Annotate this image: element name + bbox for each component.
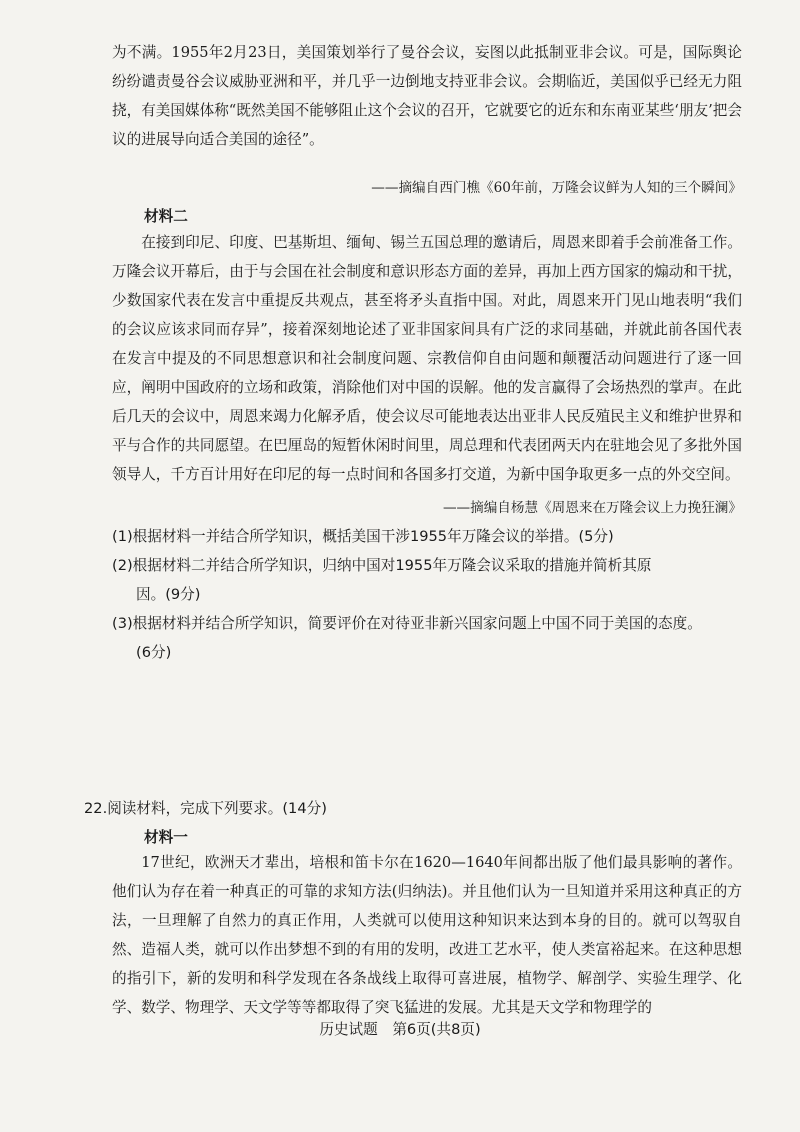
material2-heading: 材料二 — [144, 208, 188, 225]
q22-material1-text: 17世纪，欧洲天才辈出，培根和笛卡尔在1620—1640年间都出版了他们最具影响的著作。他们认为存在着一种真正的可靠的求知方法(归纳法)。并且他们认为一旦知道并采用这种真正的方法，一旦理解了自然力的真正作用，人类就可以使用这种知识来达到本身的目的。就可以驾驭自然、造福人类，就可以作出梦想不到的有用的发明，改进工艺水平，使人类富裕起来。在这种思想的指引下，新的发明和科学发现在各条战线上取得可喜进展，植物学、解剖学、实验生理学、化学、数学、物理学、天文学等等都取得了突飞猛进的发展。尤其是天文学和物理学的 — [112, 854, 742, 1016]
q22-material1-heading: 材料一 — [144, 829, 188, 846]
material1-source: ——摘编自西门樵《60年前，万隆会议鲜为人知的三个瞬间》 — [371, 180, 742, 196]
question-1 — [112, 522, 752, 551]
question-2 — [112, 551, 752, 609]
question-2-text: (2)根据材料二并结合所学知识，归纳中国对1955年万隆会议采取的措施并简析其原 — [112, 557, 652, 574]
material1-continued-text: 为不满。1955年2月23日，美国策划举行了曼谷会议，妄图以此抵制亚非会议。可是，国际舆论纷纷谴责曼谷会议威胁亚洲和平，并几乎一边倒地支持亚非会议。会期临近，美国似乎已经无力阻挠，有美国媒体称“既然美国不能够阻止这个会议的召开，它就要它的近东和东南亚某些‘朋友’把会议的进展导向适合美国的途径”。 — [112, 44, 742, 148]
question-1-text: (1)根据材料一并结合所学知识，概括美国干涉1955年万隆会议的举措。(5分) — [112, 528, 614, 545]
question-22-header: 22.阅读材料，完成下列要求。(14分) — [84, 800, 327, 817]
material2-source: ——摘编自杨慧《周恩来在万隆会议上力挽狂澜》 — [442, 500, 742, 516]
question-3-continued: (6分) — [136, 644, 172, 661]
question-3-text: (3)根据材料并结合所学知识，简要评价在对待亚非新兴国家问题上中国不同于美国的态度。 — [112, 615, 702, 632]
page-footer: 历史试题 第6页(共8页) — [319, 1021, 481, 1038]
material2-text: 在接到印尼、印度、巴基斯坦、缅甸、锡兰五国总理的邀请后，周恩来即着手会前准备工作。万隆会议开幕后，由于与会国在社会制度和意识形态方面的差异，再加上西方国家的煽动和干扰，少数国家代表在发言中重提反共观点，甚至将矛头直指中国。对此，周恩来开门见山地表明“我们的会议应该求同而存异”，接着深刻地论述了亚非国家间具有广泛的求同基础，并就此前各国代表在发言中提及的不同思想意识和社会制度问题、宗教信仰自由问题和颠覆活动问题进行了逐一回应，阐明中国政府的立场和政策，消除他们对中国的误解。他的发言赢得了会场热烈的掌声。在此后几天的会议中，周恩来竭力化解矛盾，使会议尽可能地表达出亚非人民反殖民主义和维护世界和平与合作的共同愿望。在巴厘岛的短暂休闲时间里，周总理和代表团两天内在驻地会见了多批外国领导人，千方百计用好在印尼的每一点时间和各国多打交道，为新中国争取更多一点的外交空间。 — [112, 234, 742, 483]
bleed-through — [200, 690, 464, 707]
question-3 — [112, 609, 752, 667]
question-2-continued: 因。(9分) — [136, 586, 201, 603]
